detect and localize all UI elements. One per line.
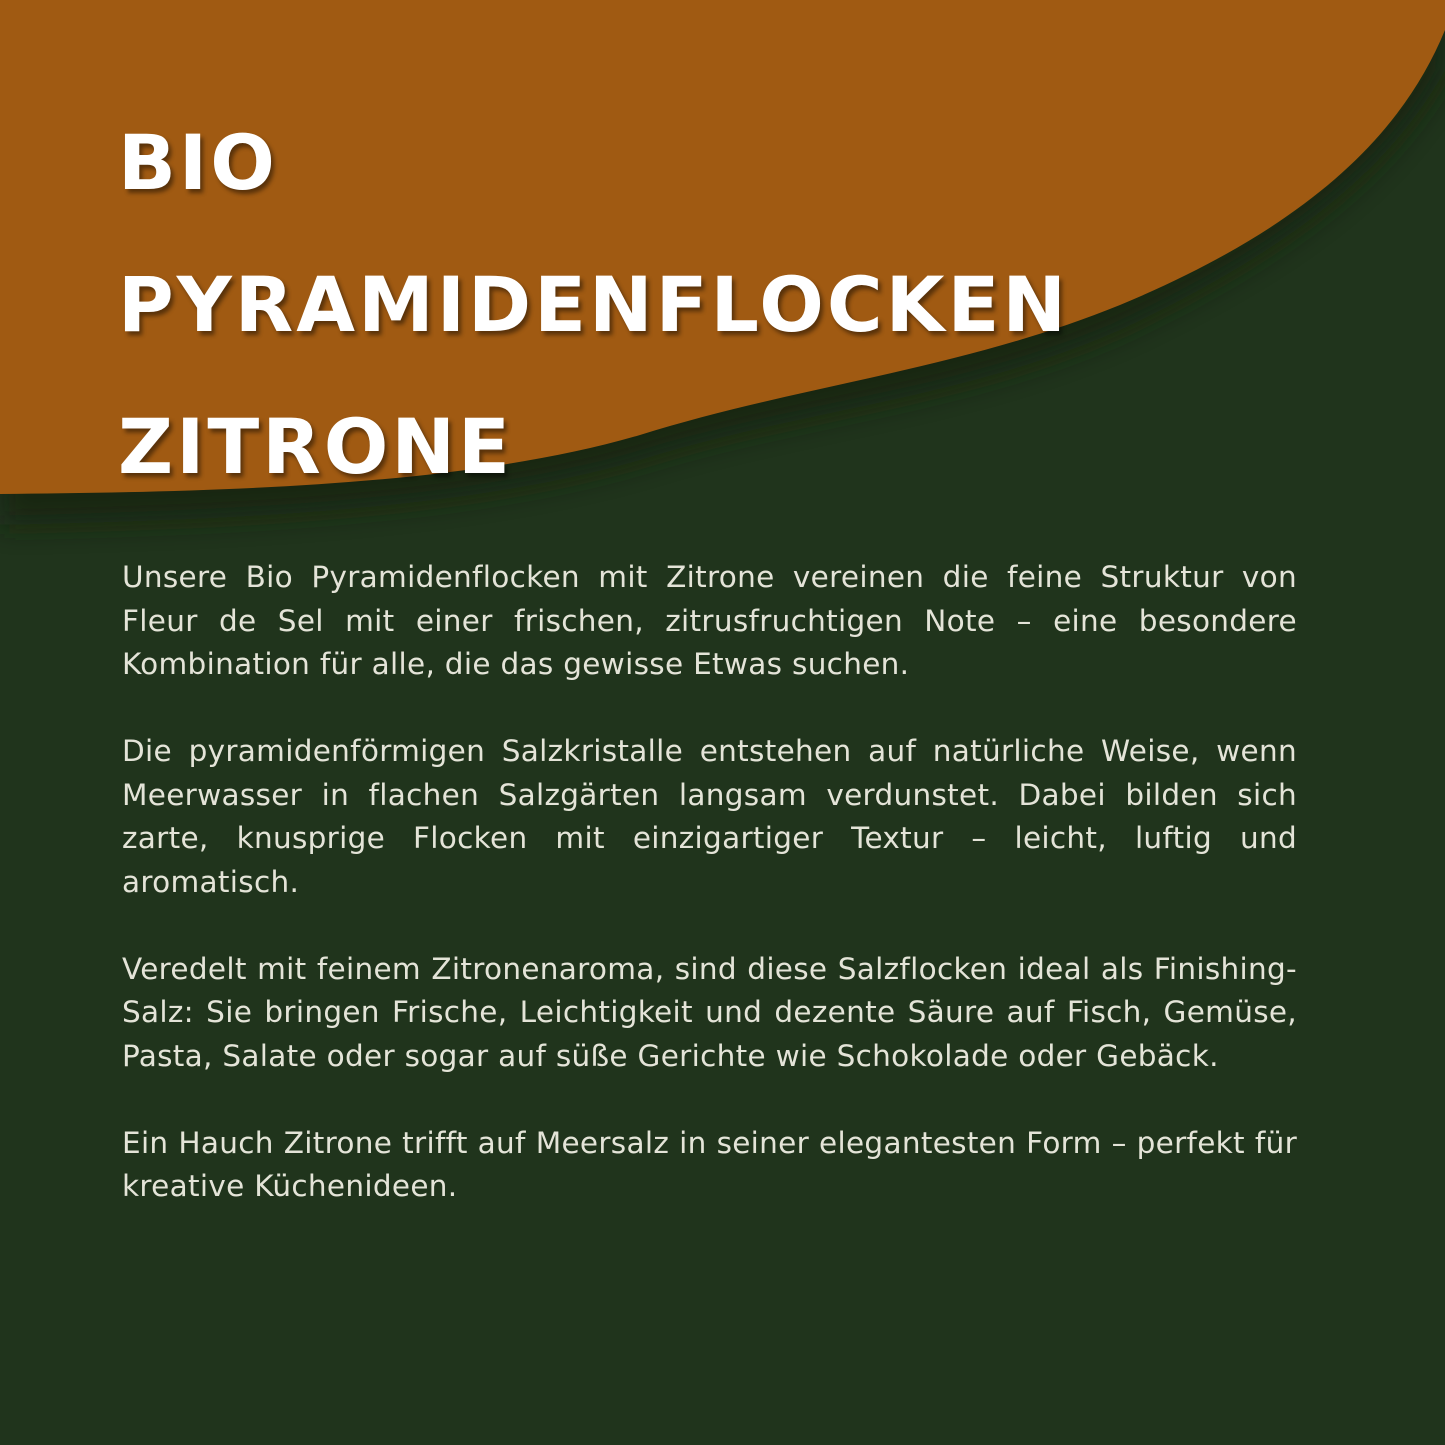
product-title xyxy=(118,92,1218,518)
description-paragraph-1: Unsere Bio Pyramidenflocken mit Zitrone vereinen die feine Struktur von Fleur de Sel mit einer frischen, zitrusfruchtigen Note – eine besondere Kombination für alle, die das gewisse Etwas suchen. xyxy=(122,560,1297,681)
product-description xyxy=(122,556,1297,1252)
product-title-line-2: ZITRONE xyxy=(118,402,513,491)
description-paragraph-2: Die pyramidenförmigen Salzkristalle entstehen auf natürliche Weise, wenn Meerwasser in flachen Salzgärten langsam verdunstet. Dabei bilden sich zarte, knusprige Flocken mit einzigartiger Textur – leicht, luftig und aromatisch. xyxy=(122,734,1297,899)
description-paragraph-3: Veredelt mit feinem Zitronenaroma, sind diese Salzflocken ideal als Finishing-Salz: Sie bringen Frische, Leichtigkeit und dezente Säure auf Fisch, Gemüse, Pasta, Salate oder sogar auf süße Gerichte wie Schokolade oder Gebäck. xyxy=(122,951,1297,1073)
description-paragraph-4: Ein Hauch Zitrone trifft auf Meersalz in seiner elegantesten Form – perfekt für kreative Küchenideen. xyxy=(122,1125,1297,1203)
product-title-line-1: BIO PYRAMIDENFLOCKEN xyxy=(118,118,1070,349)
